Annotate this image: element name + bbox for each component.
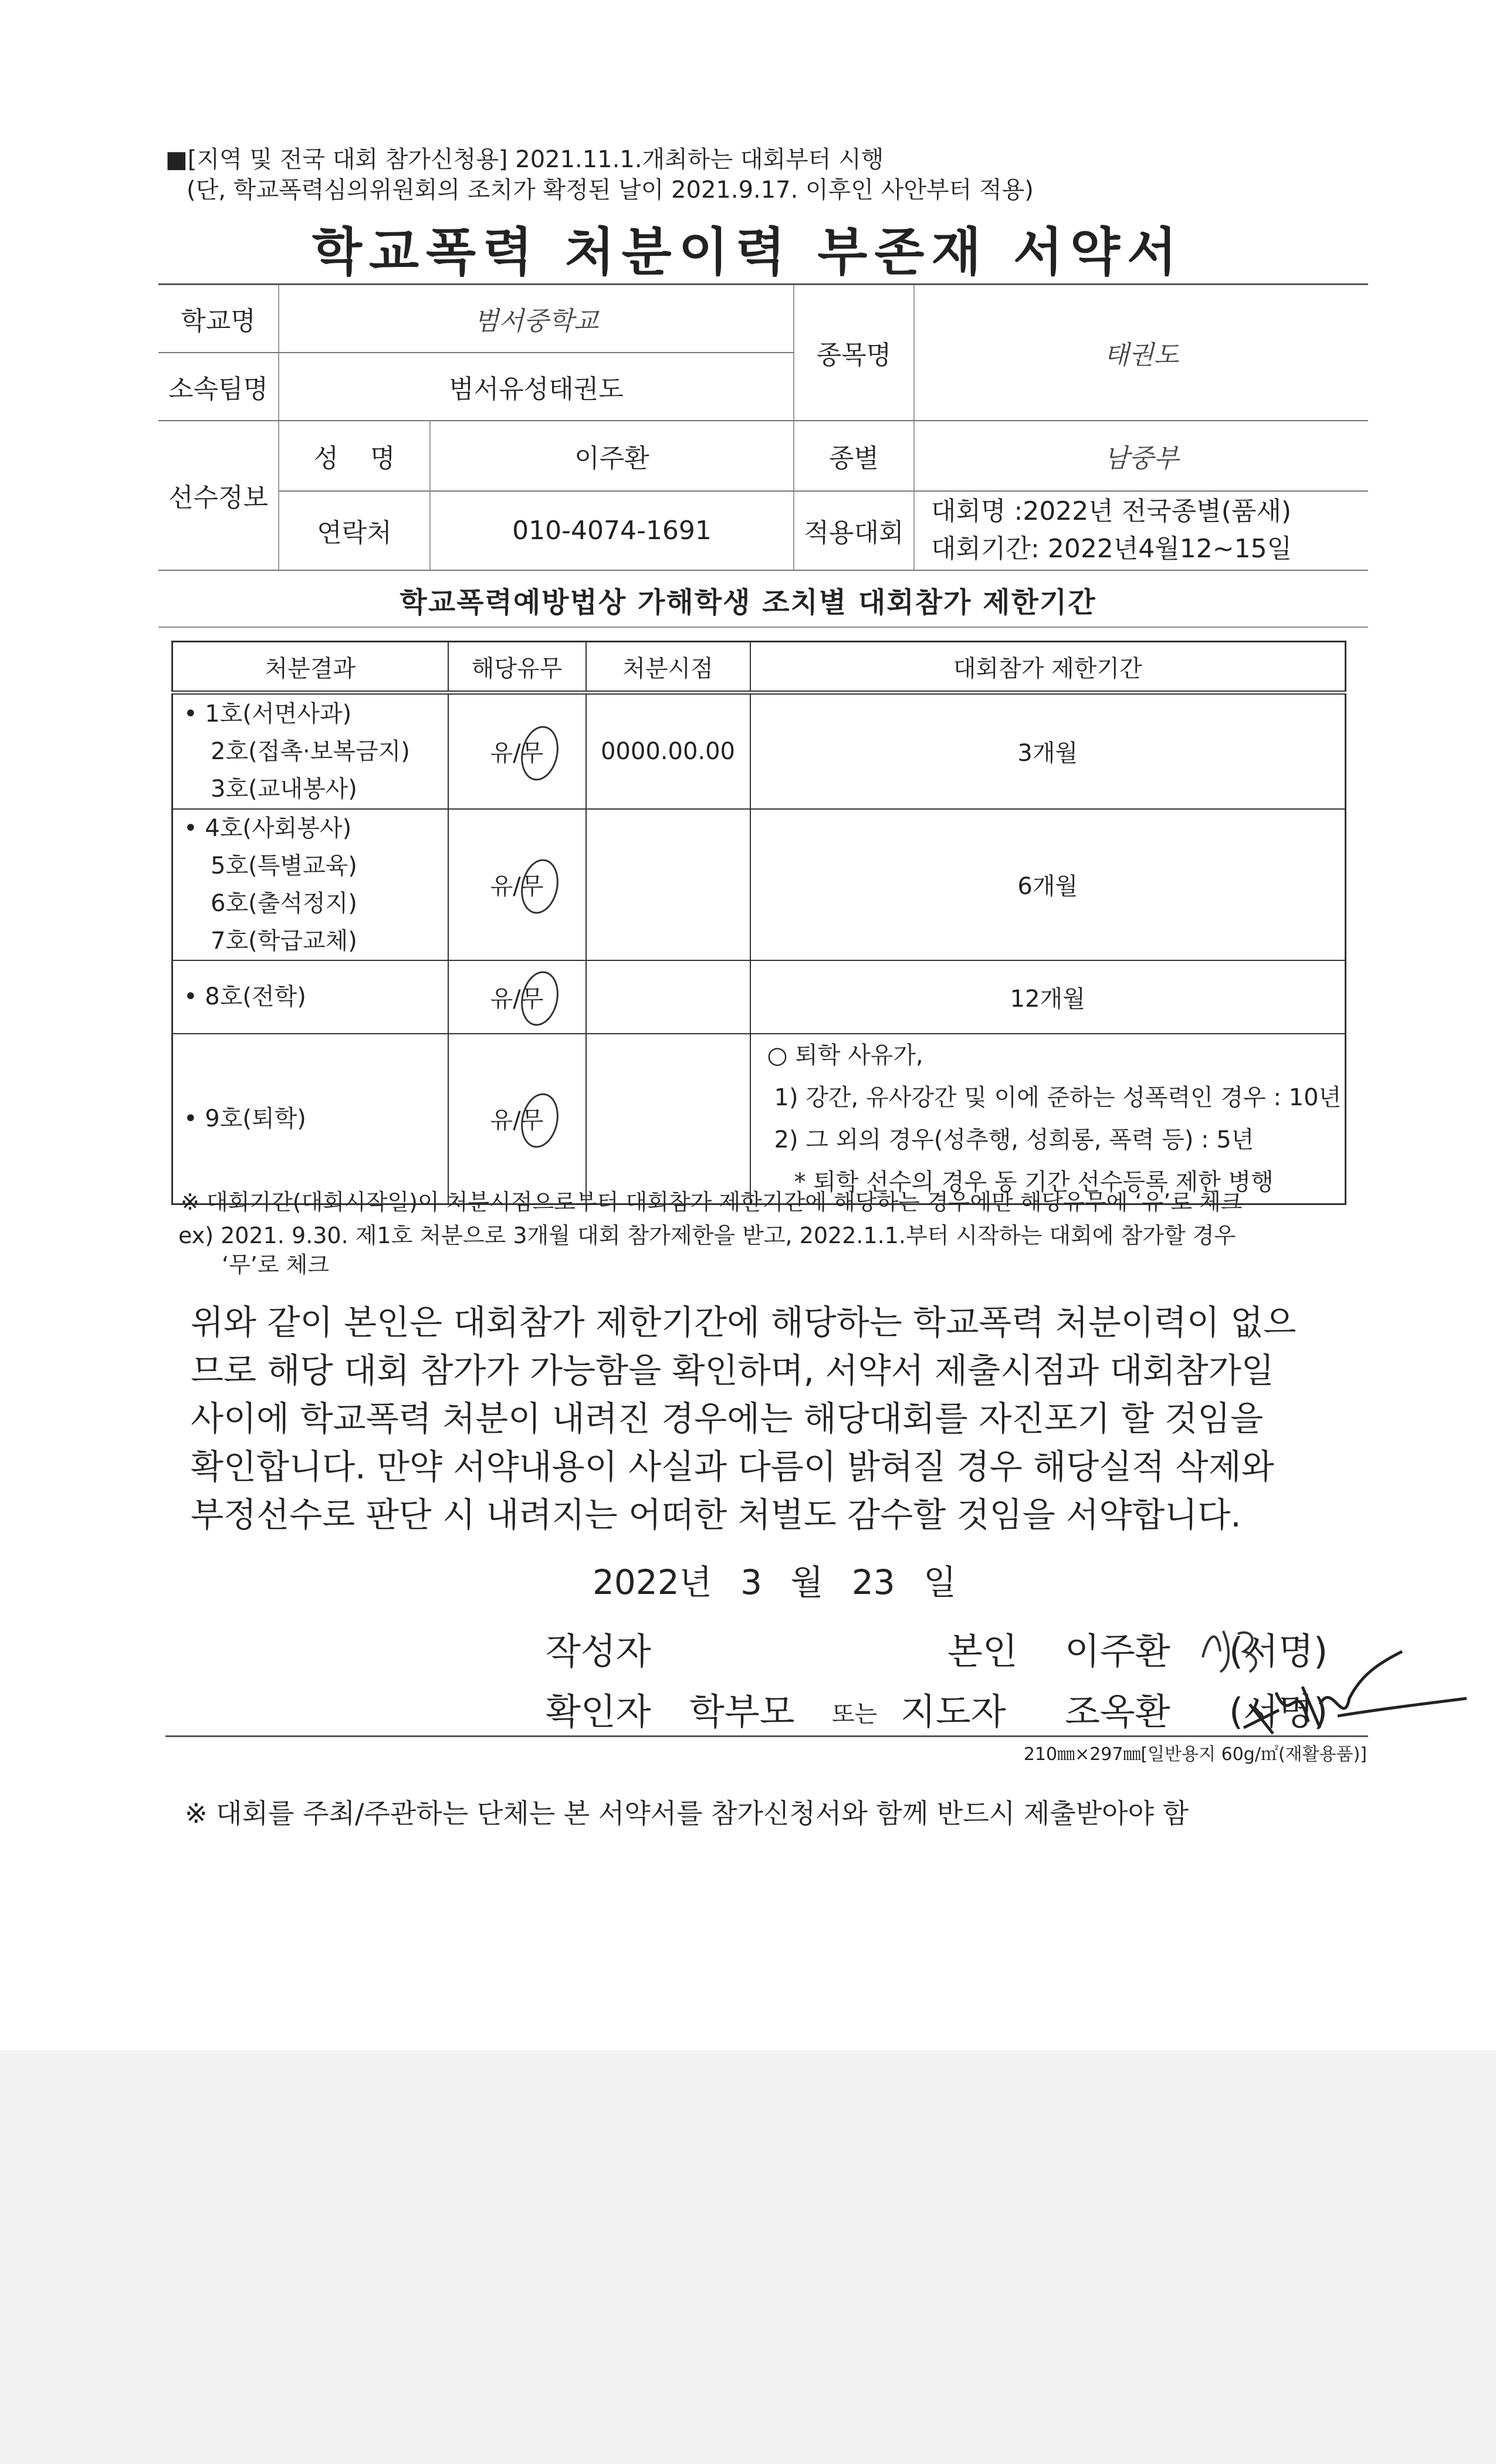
expulsion-limit-details — [750, 1034, 1346, 1204]
measure-item: • 1호(서면사과) — [184, 700, 352, 727]
measure-item: • 8호(전학) — [184, 983, 306, 1010]
measure-item: • 4호(사회봉사) — [184, 814, 352, 842]
disposition-date — [586, 960, 750, 1034]
measure-item: 3호(교내봉사) — [211, 775, 357, 803]
measure-item: 6호(출석정지) — [211, 889, 357, 917]
yes-no-choice: 유/무 — [490, 873, 544, 900]
note-example-cont: ‘무’로 체크 — [222, 1252, 330, 1278]
category-value: 남중부 — [914, 421, 1368, 491]
yes-no-choice: 유/무 — [490, 1107, 544, 1134]
coach-name: 조옥환 — [1065, 1690, 1170, 1733]
disposition-date: 0000.00.00 — [586, 693, 750, 809]
team-label: 소속팀명 — [158, 353, 279, 421]
contact-value: 010-4074-1691 — [430, 491, 794, 570]
applicable-cell — [448, 809, 586, 960]
pledge-line: 므로 해당 대회 참가가 가능함을 확인하며, 서약서 제출시점과 대회참가일 — [191, 1351, 1274, 1390]
note-example: ex) 2021. 9.30. 제1호 처분으로 3개월 대회 참가제한을 받고, 2022.1.1.부터 시작하는 대회에 참가할 경우 — [178, 1223, 1236, 1248]
pledge-line: 위와 같이 본인은 대회참가 제한기간에 해당하는 학교폭력 처분이력이 없으 — [191, 1302, 1297, 1342]
pledge-line: 사이에 학교폭력 처분이 내려진 경우에는 해당대회를 자진포기 할 것임을 — [191, 1399, 1264, 1439]
check-circle-mark — [516, 855, 563, 917]
applicable-cell — [448, 693, 586, 809]
detail-line: ○ 퇴학 사유가, — [767, 1041, 923, 1069]
limit-period: 12개월 — [750, 960, 1346, 1034]
measure-list — [172, 693, 448, 809]
scan-background-strip — [0, 2050, 1496, 2464]
check-circle-mark — [516, 968, 563, 1030]
limits-section-title: 학교폭력예방법상 가해학생 조치별 대회참가 제한기간 — [400, 586, 1096, 619]
note-check-rule: ※ 대회기간(대회시작일)이 처분시점으로부터 대회참가 제한기간에 해당하는 경우에만 해당유무에 ‘유’로 체크 — [181, 1189, 1243, 1215]
parent-label: 학부모 — [689, 1690, 795, 1733]
contact-label: 연락처 — [279, 491, 430, 570]
measure-item: • 9호(퇴학) — [184, 1105, 306, 1132]
measure-item: 7호(학급교체) — [211, 927, 357, 955]
disposition-date — [586, 1034, 750, 1204]
signing-date: 2022년 3 월 23 일 — [593, 1562, 957, 1602]
applicable-cell — [448, 960, 586, 1034]
measure-list — [172, 809, 448, 960]
coach-handwritten-signature — [1232, 1640, 1473, 1745]
coach-sign-mark: (서명) — [1229, 1690, 1328, 1733]
sport-value: 태권도 — [914, 285, 1368, 421]
measure-list — [172, 960, 448, 1034]
limit-period: 6개월 — [750, 809, 1346, 960]
name-value: 이주환 — [430, 421, 794, 491]
name-label: 성 명 — [279, 421, 430, 491]
detail-line: 1) 강간, 유사강간 및 이에 준하는 성폭력인 경우 : 10년 — [774, 1084, 1342, 1111]
apply-event-value — [914, 491, 1368, 570]
applicant-info-table — [158, 283, 1368, 571]
apply-event-label: 적용대회 — [794, 491, 914, 570]
measure-item: 2호(접촉·보복금지) — [211, 737, 410, 765]
header-line-1: ■[지역 및 전국 대회 참가신청용] 2021.11.1.개최하는 대회부터 시행 — [165, 146, 884, 173]
or-label: 또는 — [832, 1701, 878, 1728]
team-value: 범서유성태권도 — [279, 353, 794, 421]
header-date: 처분시점 — [586, 642, 750, 693]
pledge-line: 확인합니다. 만약 서약내용이 사실과 다름이 밝혀질 경우 해당실적 삭제와 — [191, 1447, 1274, 1487]
coach-label: 지도자 — [901, 1690, 1006, 1733]
header-line-2: (단, 학교폭력심의위원회의 조치가 확정된 날이 2021.9.17. 이후인 사안부터 적용) — [187, 177, 1034, 204]
category-label: 종별 — [794, 421, 914, 491]
table-row — [172, 1034, 1346, 1204]
document-title: 학교폭력 처분이력 부존재 서약서 — [312, 222, 1184, 282]
table-row — [172, 960, 1346, 1034]
self-name: 이주환 — [1065, 1630, 1170, 1673]
limit-period: 3개월 — [750, 693, 1346, 809]
yes-no-choice: 유/무 — [490, 985, 544, 1013]
writer-label: 작성자 — [546, 1630, 651, 1673]
player-info-label: 선수정보 — [158, 421, 279, 570]
self-sign-mark: (서명) — [1229, 1630, 1328, 1673]
applicable-cell — [448, 1034, 586, 1204]
event-period: 대회기간: 2022년4월12~15일 — [931, 534, 1292, 564]
bottom-divider — [165, 1735, 1368, 1737]
disposition-date — [586, 809, 750, 960]
pledge-line: 부정선수로 판단 시 내려지는 어떠한 처벌도 감수할 것임을 서약합니다. — [191, 1495, 1241, 1535]
check-circle-mark — [516, 722, 563, 784]
header-result: 처분결과 — [172, 642, 448, 693]
paper-specification: 210㎜×297㎜[일반용지 60g/㎡(재활용품)] — [1023, 1744, 1367, 1765]
school-value: 범서중학교 — [279, 285, 794, 353]
header-limit: 대회참가 제한기간 — [750, 642, 1346, 693]
yes-no-choice: 유/무 — [490, 740, 544, 767]
sport-label: 종목명 — [794, 285, 914, 421]
measure-list — [172, 1034, 448, 1204]
pledge-paragraph — [191, 1298, 1352, 1539]
detail-line: 2) 그 외의 경우(성추행, 성희롱, 폭력 등) : 5년 — [774, 1126, 1254, 1153]
measure-item: 5호(특별교육) — [211, 852, 357, 879]
school-label: 학교명 — [158, 285, 279, 353]
self-label: 본인 — [947, 1630, 1018, 1673]
section-divider — [158, 627, 1368, 628]
header-applicable: 해당유무 — [448, 642, 586, 693]
table-row — [172, 693, 1346, 809]
check-circle-mark — [516, 1089, 563, 1151]
event-name: 대회명 :2022년 전국종별(품새) — [931, 496, 1292, 526]
participation-limit-table — [171, 641, 1346, 1205]
footer-note: ※ 대회를 주최/주관하는 단체는 본 서약서를 참가신청서와 함께 반드시 제출받아야 함 — [185, 1798, 1189, 1829]
detail-line: * 퇴학 선수의 경우 동 기간 선수등록 제한 병행 — [794, 1168, 1274, 1196]
confirmer-label: 확인자 — [546, 1690, 651, 1733]
table-row — [172, 809, 1346, 960]
